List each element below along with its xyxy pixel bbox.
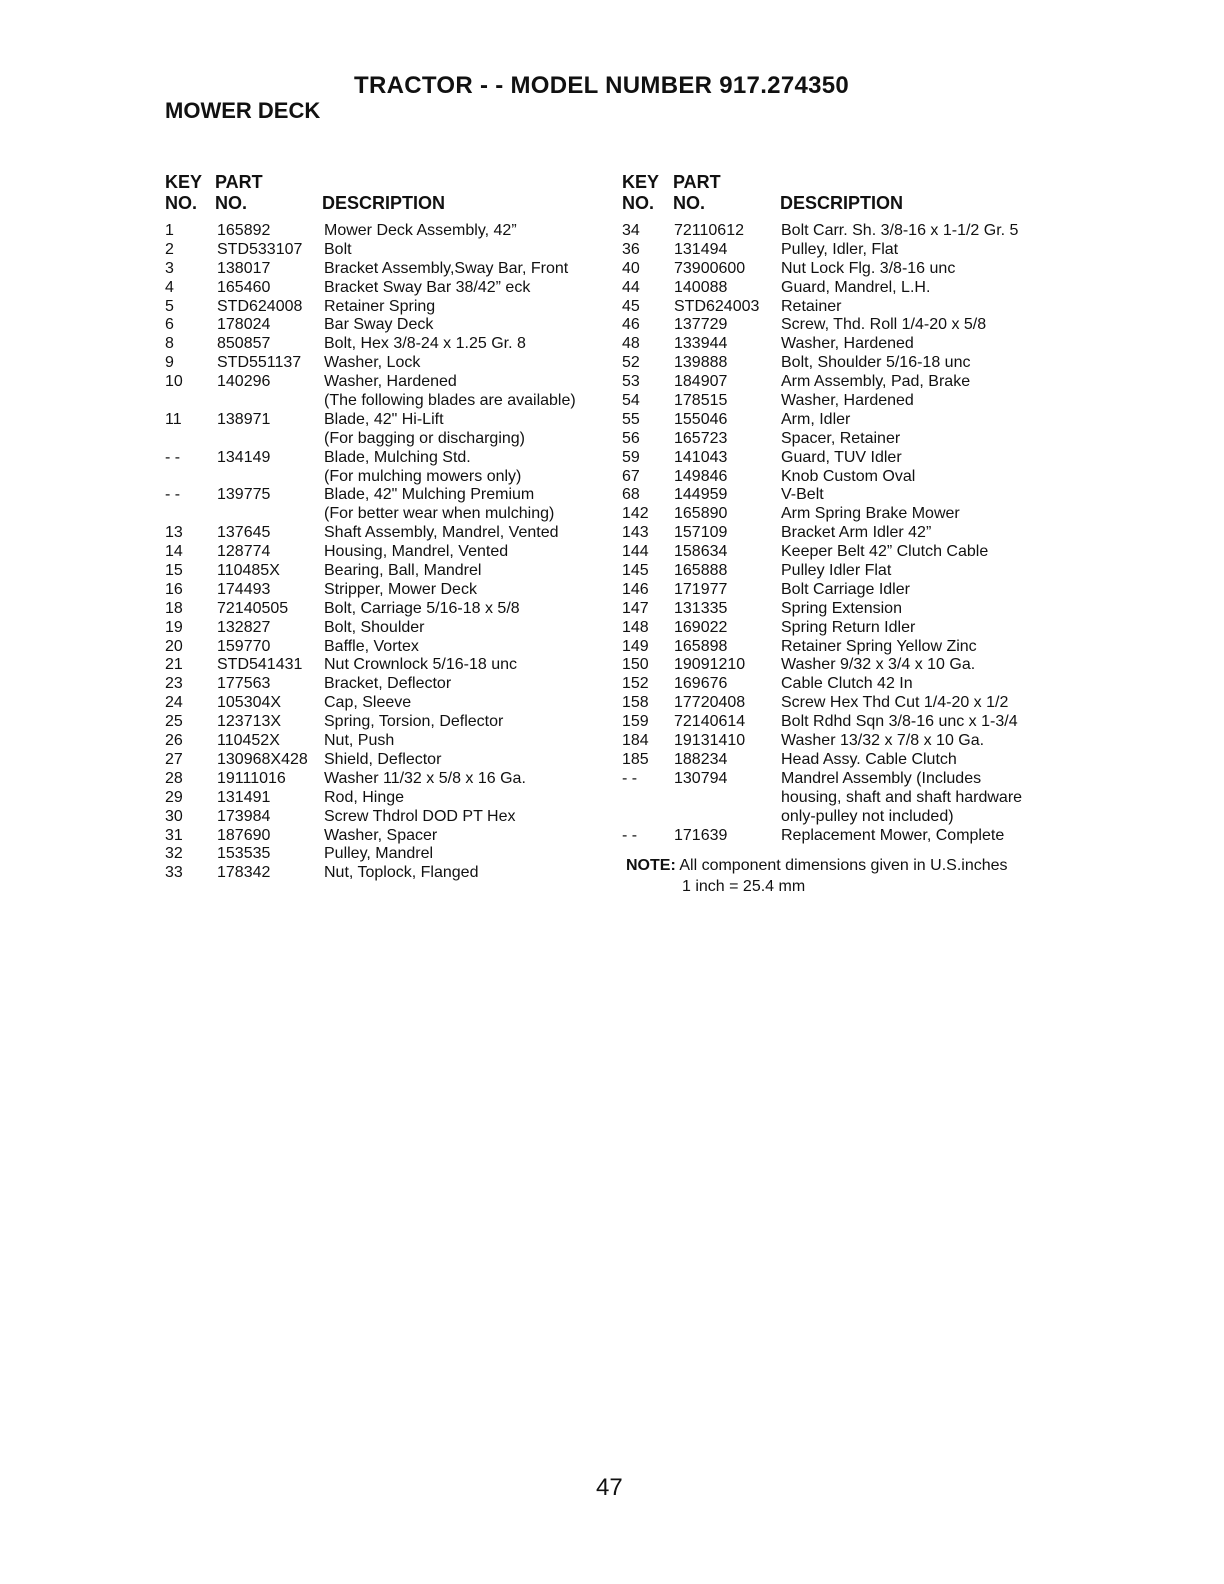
part-cell: 131335	[674, 599, 728, 617]
part-cell: 184907	[674, 373, 728, 391]
description-cell: Nut Crownlock 5/16-18 unc	[324, 656, 517, 674]
part-cell: 178342	[217, 864, 271, 882]
part-cell: 178024	[217, 316, 271, 334]
part-cell: 139775	[217, 486, 271, 504]
key-cell: 145	[622, 562, 649, 580]
description-cell: Pulley Idler Flat	[781, 562, 892, 580]
key-cell: 27	[165, 750, 183, 768]
description-cell: only-pulley not included)	[781, 807, 954, 825]
key-cell: 150	[622, 656, 649, 674]
table-row	[622, 770, 1062, 789]
part-cell: STD541431	[217, 656, 303, 674]
description-cell: Keeper Belt 42” Clutch Cable	[781, 543, 989, 561]
part-cell: 171977	[674, 580, 728, 598]
part-cell: 72140614	[674, 713, 746, 731]
key-cell: 185	[622, 750, 649, 768]
part-cell: 137645	[217, 524, 271, 542]
description-cell: Washer, Hardened	[324, 373, 457, 391]
key-cell: 5	[165, 297, 174, 315]
table-row	[622, 430, 1062, 449]
description-cell: Arm Assembly, Pad, Brake	[781, 373, 971, 391]
description-cell: Washer, Spacer	[324, 826, 438, 844]
description-cell: housing, shaft and shaft hardware	[781, 788, 1023, 806]
table-row	[165, 524, 605, 543]
table-row	[165, 298, 605, 317]
key-cell: 46	[622, 316, 640, 334]
key-cell: 149	[622, 637, 649, 655]
part-cell: 178515	[674, 392, 728, 410]
table-row	[622, 638, 1062, 657]
key-cell: 184	[622, 732, 649, 750]
table-row	[622, 808, 1062, 827]
part-cell: 157109	[674, 524, 728, 542]
table-row	[622, 543, 1062, 562]
table-row	[622, 751, 1062, 770]
description-cell: Blade, 42" Hi-Lift	[324, 410, 444, 428]
key-cell: 144	[622, 543, 649, 561]
description-cell: Bolt, Hex 3/8-24 x 1.25 Gr. 8	[324, 335, 526, 353]
key-cell: 30	[165, 807, 183, 825]
table-row	[165, 751, 605, 770]
table-row	[622, 713, 1062, 732]
description-cell: Rod, Hinge	[324, 788, 405, 806]
key-cell: 1	[165, 222, 174, 239]
part-cell: 159770	[217, 637, 271, 655]
key-cell: - -	[622, 826, 638, 844]
part-cell: 137729	[674, 316, 728, 334]
table-row	[622, 373, 1062, 392]
table-row	[165, 638, 605, 657]
note-conversion: 1 inch = 25.4 mm	[682, 878, 806, 895]
key-cell: 11	[165, 410, 182, 428]
key-cell: 48	[622, 335, 640, 353]
description-cell: Bolt Rdhd Sqn 3/8-16 unc x 1-3/4	[781, 713, 1018, 731]
part-cell: 19091210	[674, 656, 746, 674]
description-cell: Cable Clutch 42 In	[781, 675, 913, 693]
part-cell: 165890	[674, 505, 728, 523]
description-cell: Blade, Mulching Std.	[324, 448, 471, 466]
key-cell: 55	[622, 410, 640, 428]
table-row	[165, 770, 605, 789]
description-cell: Bolt Carr. Sh. 3/8-16 x 1-1/2 Gr. 5	[781, 222, 1019, 239]
key-cell: 2	[165, 240, 174, 258]
key-cell: 68	[622, 486, 640, 504]
part-cell: 153535	[217, 845, 271, 863]
part-cell: 165892	[217, 222, 271, 239]
table-row	[622, 562, 1062, 581]
part-cell: 138971	[217, 410, 271, 428]
key-cell: - -	[622, 769, 638, 787]
part-cell: 17720408	[674, 694, 746, 712]
part-cell: 144959	[674, 486, 728, 504]
description-cell: Bracket Assembly,Sway Bar, Front	[324, 259, 569, 277]
part-cell: 123713X	[217, 713, 282, 731]
description-cell: Screw Thdrol DOD PT Hex	[324, 807, 516, 825]
part-cell: 19131410	[674, 732, 746, 750]
table-row	[165, 543, 605, 562]
description-cell: Spring, Torsion, Deflector	[324, 713, 504, 731]
description-cell: Bolt Carriage Idler	[781, 580, 910, 598]
part-cell: 73900600	[674, 259, 746, 277]
part-cell: 131494	[674, 240, 728, 258]
part-cell: STD533107	[217, 240, 303, 258]
part-cell: 165460	[217, 278, 271, 296]
description-cell: Washer, Lock	[324, 354, 421, 372]
key-cell: 148	[622, 618, 649, 636]
key-cell: 59	[622, 448, 640, 466]
table-row	[165, 354, 605, 373]
key-cell: 10	[165, 373, 183, 391]
table-row	[165, 486, 605, 505]
key-cell: 159	[622, 713, 649, 731]
description-cell: Retainer Spring	[324, 297, 436, 315]
key-cell: 23	[165, 675, 183, 693]
part-cell: 72110612	[674, 222, 744, 239]
part-cell: 165898	[674, 637, 728, 655]
table-row	[622, 600, 1062, 619]
table-row	[622, 505, 1062, 524]
description-cell: Bracket Sway Bar 38/42” eck	[324, 278, 531, 296]
part-cell: 158634	[674, 543, 728, 561]
key-cell: 13	[165, 524, 183, 542]
section-title: MOWER DECK	[165, 98, 321, 123]
description-cell: Guard, Mandrel, L.H.	[781, 278, 931, 296]
key-cell: 25	[165, 713, 183, 731]
description-cell: Bracket, Deflector	[324, 675, 452, 693]
description-cell: Washer 13/32 x 7/8 x 10 Ga.	[781, 732, 985, 750]
table-row	[165, 789, 605, 808]
description-cell: (For mulching mowers only)	[324, 467, 522, 485]
description-cell: Washer 9/32 x 3/4 x 10 Ga.	[781, 656, 976, 674]
description-cell: Arm Spring Brake Mower	[781, 505, 960, 523]
table-row	[622, 619, 1062, 638]
part-cell: 131491	[217, 788, 271, 806]
key-cell: 8	[165, 335, 174, 353]
part-cell: 19111016	[217, 769, 286, 787]
key-cell: 36	[622, 240, 640, 258]
key-cell: 45	[622, 297, 640, 315]
table-row	[622, 298, 1062, 317]
part-cell: 130968X428	[217, 750, 308, 768]
description-cell: Washer 11/32 x 5/8 x 16 Ga.	[324, 769, 526, 787]
table-row	[622, 694, 1062, 713]
description-cell: Retainer Spring Yellow Zinc	[781, 637, 977, 655]
key-cell: 28	[165, 769, 183, 787]
table-row	[165, 864, 605, 883]
part-cell: 134149	[217, 448, 271, 466]
description-cell: Retainer	[781, 297, 842, 315]
note-label: NOTE:	[626, 857, 676, 874]
table-row	[622, 241, 1062, 260]
table-row	[165, 222, 605, 241]
part-cell: 155046	[674, 410, 728, 428]
table-row	[165, 732, 605, 751]
table-row	[622, 449, 1062, 468]
description-cell: Baffle, Vortex	[324, 637, 419, 655]
table-row	[622, 675, 1062, 694]
description-cell: Pulley, Idler, Flat	[781, 240, 899, 258]
description-cell: Bolt, Shoulder 5/16-18 unc	[781, 354, 971, 372]
table-row	[622, 468, 1062, 487]
table-row	[622, 316, 1062, 335]
left-key-header: KEY NO.	[165, 172, 203, 213]
part-cell: STD624008	[217, 297, 303, 315]
key-cell: 6	[165, 316, 174, 334]
description-cell: Washer, Hardened	[781, 335, 914, 353]
page-number: 47	[596, 1474, 623, 1501]
part-cell: 169676	[674, 675, 728, 693]
key-cell: 3	[165, 259, 174, 277]
key-cell: 152	[622, 675, 649, 693]
key-cell: 20	[165, 637, 183, 655]
key-cell: 147	[622, 599, 649, 617]
table-row	[622, 411, 1062, 430]
description-cell: Blade, 42" Mulching Premium	[324, 486, 535, 504]
description-cell: Housing, Mandrel, Vented	[324, 543, 509, 561]
table-row	[622, 827, 1062, 846]
part-cell: STD624003	[674, 297, 760, 315]
right-parts-list	[622, 222, 1062, 845]
table-row	[165, 562, 605, 581]
part-cell: 139888	[674, 354, 728, 372]
description-cell: Mower Deck Assembly, 42”	[324, 222, 517, 239]
note-text: All component dimensions given in U.S.inches	[679, 857, 1008, 874]
key-cell: 158	[622, 694, 649, 712]
description-cell: Bolt, Carriage 5/16-18 x 5/8	[324, 599, 520, 617]
description-cell: Bracket Arm Idler 42”	[781, 524, 932, 542]
table-row	[622, 486, 1062, 505]
page-title: TRACTOR - - MODEL NUMBER 917.274350	[354, 72, 850, 99]
description-cell: Spacer, Retainer	[781, 429, 901, 447]
key-cell: 54	[622, 392, 640, 410]
key-cell: 32	[165, 845, 183, 863]
description-cell: Cap, Sleeve	[324, 694, 412, 712]
part-cell: 132827	[217, 618, 271, 636]
table-row	[165, 241, 605, 260]
part-cell: 130794	[674, 769, 728, 787]
part-cell: STD551137	[217, 354, 302, 372]
table-row	[165, 845, 605, 864]
key-cell: - -	[165, 486, 181, 504]
table-row	[165, 411, 605, 430]
table-row	[165, 468, 605, 487]
description-cell: Knob Custom Oval	[781, 467, 916, 485]
part-cell: 188234	[674, 750, 728, 768]
part-cell: 133944	[674, 335, 728, 353]
description-cell: Pulley, Mandrel	[324, 845, 434, 863]
key-cell: 21	[165, 656, 183, 674]
key-cell: 31	[165, 826, 183, 844]
key-cell: 33	[165, 864, 183, 882]
key-cell: 14	[165, 543, 183, 561]
part-cell: 173984	[217, 807, 271, 825]
part-cell: 110485X	[217, 562, 280, 580]
table-row	[622, 354, 1062, 373]
table-row	[622, 260, 1062, 279]
description-cell: Shaft Assembly, Mandrel, Vented	[324, 524, 559, 542]
part-cell: 169022	[674, 618, 728, 636]
part-cell: 174493	[217, 580, 271, 598]
table-row	[165, 600, 605, 619]
description-cell: Bolt, Shoulder	[324, 618, 425, 636]
description-cell: Bearing, Ball, Mandrel	[324, 562, 482, 580]
key-cell: 56	[622, 429, 640, 447]
table-row	[165, 675, 605, 694]
note	[626, 855, 1008, 897]
table-row	[165, 392, 605, 411]
table-row	[165, 279, 605, 298]
key-cell: 24	[165, 694, 183, 712]
part-cell: 149846	[674, 467, 728, 485]
part-cell: 105304X	[217, 694, 282, 712]
key-cell: 34	[622, 222, 640, 239]
part-cell: 140296	[217, 373, 271, 391]
key-cell: 67	[622, 467, 640, 485]
description-cell: V-Belt	[781, 486, 824, 504]
key-cell: 29	[165, 788, 183, 806]
description-cell: Screw Hex Thd Cut 1/4-20 x 1/2	[781, 694, 1009, 712]
description-cell: Arm, Idler	[781, 410, 851, 428]
description-cell: Bar Sway Deck	[324, 316, 434, 334]
description-cell: Nut, Push	[324, 732, 395, 750]
key-cell: 18	[165, 599, 183, 617]
right-part-header: PART NO.	[673, 172, 721, 213]
table-row	[165, 505, 605, 524]
table-row	[622, 581, 1062, 600]
description-cell: Stripper, Mower Deck	[324, 580, 477, 598]
description-cell: Nut Lock Flg. 3/8-16 unc	[781, 259, 956, 277]
part-cell: 187690	[217, 826, 271, 844]
description-cell: Nut, Toplock, Flanged	[324, 864, 479, 882]
key-cell: 9	[165, 354, 174, 372]
table-row	[165, 827, 605, 846]
description-cell: Screw, Thd. Roll 1/4-20 x 5/8	[781, 316, 987, 334]
table-row	[622, 392, 1062, 411]
table-row	[165, 694, 605, 713]
part-cell: 165888	[674, 562, 728, 580]
key-cell: - -	[165, 448, 181, 466]
table-row	[622, 222, 1062, 241]
table-row	[622, 656, 1062, 675]
table-row	[622, 732, 1062, 751]
table-row	[622, 279, 1062, 298]
key-cell: 44	[622, 278, 640, 296]
description-cell: Head Assy. Cable Clutch	[781, 750, 957, 768]
left-parts-list	[165, 222, 605, 883]
table-row	[165, 656, 605, 675]
table-row	[165, 713, 605, 732]
table-row	[165, 260, 605, 279]
right-desc-header: DESCRIPTION	[780, 193, 904, 213]
description-cell: Bolt	[324, 240, 352, 258]
description-cell: (For better wear when mulching)	[324, 505, 555, 523]
description-cell: (The following blades are available)	[324, 392, 576, 410]
part-cell: 850857	[217, 335, 271, 353]
part-cell: 141043	[674, 448, 728, 466]
key-cell: 142	[622, 505, 649, 523]
description-cell: (For bagging or discharging)	[324, 429, 525, 447]
part-cell: 72140505	[217, 599, 289, 617]
description-cell: Guard, TUV Idler	[781, 448, 902, 466]
key-cell: 16	[165, 580, 183, 598]
table-row	[165, 619, 605, 638]
table-row	[165, 316, 605, 335]
right-key-header: KEY NO.	[622, 172, 660, 213]
left-desc-header: DESCRIPTION	[322, 193, 446, 213]
key-cell: 52	[622, 354, 640, 372]
part-cell: 171639	[674, 826, 728, 844]
part-cell: 165723	[674, 429, 728, 447]
part-cell: 140088	[674, 278, 728, 296]
table-row	[165, 808, 605, 827]
part-cell: 138017	[217, 259, 271, 277]
key-cell: 19	[165, 618, 183, 636]
description-cell: Spring Extension	[781, 599, 902, 617]
key-cell: 53	[622, 373, 640, 391]
table-row	[622, 789, 1062, 808]
left-part-header: PART NO.	[215, 172, 263, 213]
table-row	[165, 430, 605, 449]
key-cell: 4	[165, 278, 174, 296]
table-row	[165, 335, 605, 354]
table-row	[165, 581, 605, 600]
description-cell: Spring Return Idler	[781, 618, 916, 636]
description-cell: Mandrel Assembly (Includes	[781, 769, 982, 787]
part-cell: 128774	[217, 543, 271, 561]
key-cell: 15	[165, 562, 183, 580]
description-cell: Washer, Hardened	[781, 392, 914, 410]
key-cell: 40	[622, 259, 640, 277]
description-cell: Shield, Deflector	[324, 750, 442, 768]
table-row	[165, 449, 605, 468]
table-row	[165, 373, 605, 392]
table-row	[622, 524, 1062, 543]
key-cell: 26	[165, 732, 183, 750]
description-cell: Replacement Mower, Complete	[781, 826, 1005, 844]
part-cell: 110452X	[217, 732, 280, 750]
part-cell: 177563	[217, 675, 271, 693]
key-cell: 146	[622, 580, 649, 598]
key-cell: 143	[622, 524, 649, 542]
table-row	[622, 335, 1062, 354]
